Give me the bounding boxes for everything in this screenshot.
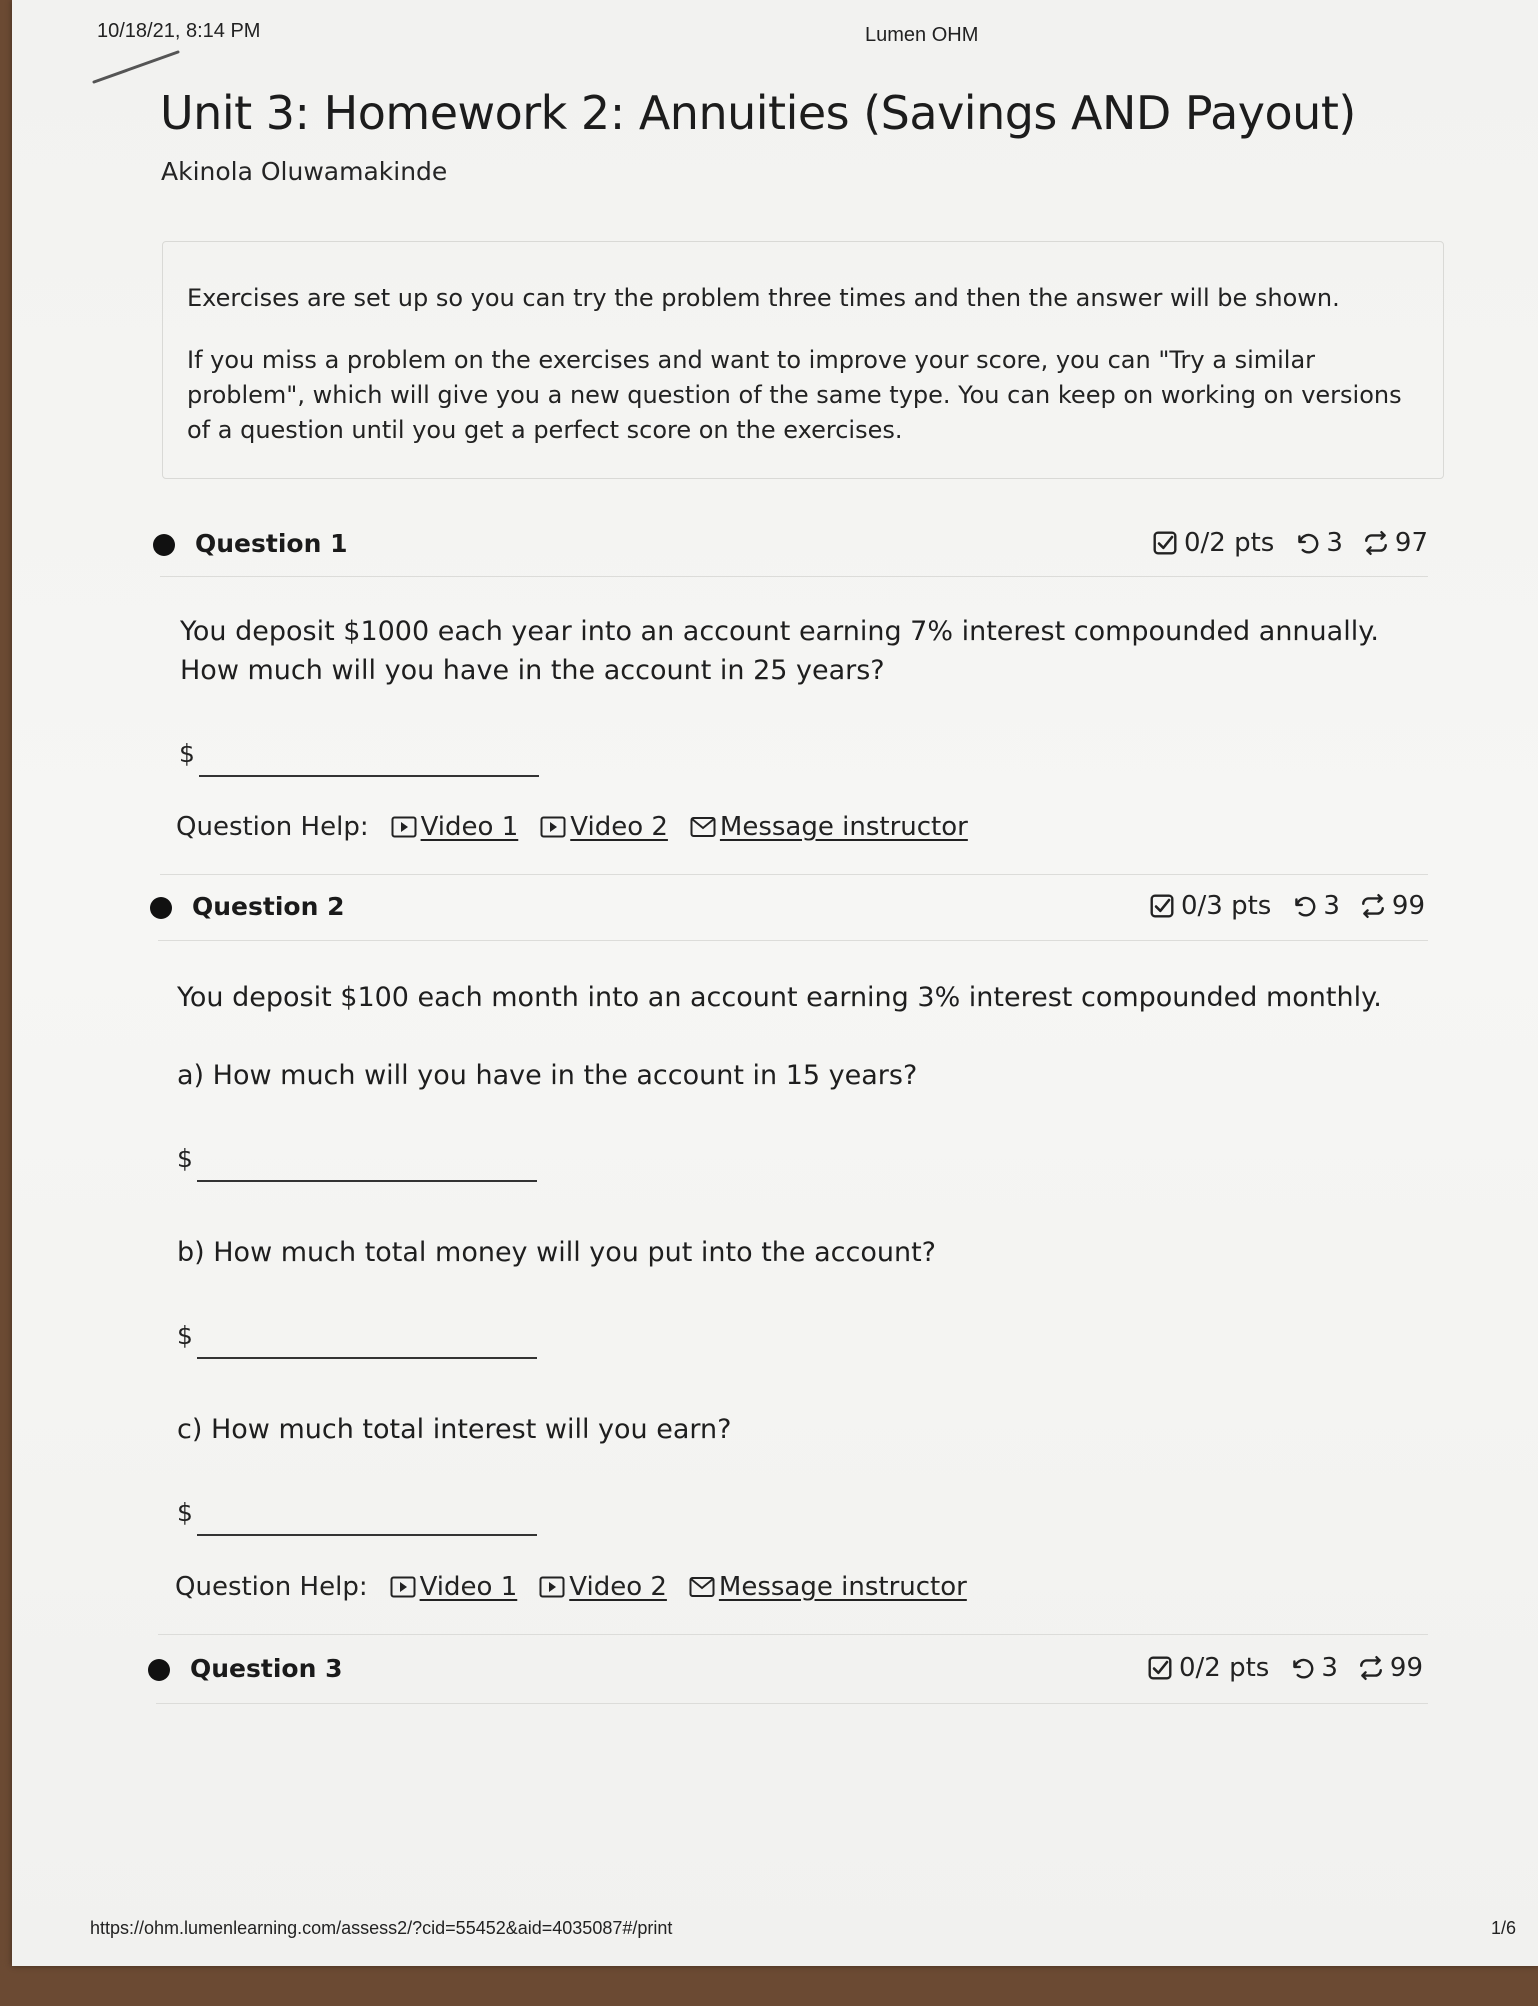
question-2-text: You deposit $100 each month into an account earning 3% interest compounded monthly.	[177, 982, 1382, 1013]
checkbox-icon	[1149, 893, 1175, 919]
video-1-label[interactable]: Video 1	[420, 812, 519, 842]
video-play-icon	[390, 1576, 416, 1598]
video-2-label[interactable]: Video 2	[570, 812, 668, 842]
question-2-part-b: b) How much total money will you put into the account?	[177, 1237, 936, 1268]
instructions-paragraph-1: Exercises are set up so you can try the problem three times and then the answer will be shown.	[187, 284, 1340, 312]
question-2-header	[150, 889, 1425, 929]
video-play-icon	[540, 816, 566, 838]
video-2-label[interactable]: Video 2	[569, 1572, 667, 1602]
question-2a-answer-field[interactable]	[177, 1140, 537, 1184]
divider	[160, 874, 1428, 875]
question-1-header	[153, 526, 1428, 566]
print-page-number: 1/6	[1491, 1918, 1517, 1938]
video-play-icon	[391, 816, 417, 838]
question-1-meta	[1152, 528, 1428, 558]
page-title: Unit 3: Homework 2: Annuities (Savings AND Payout)	[160, 86, 1356, 140]
question-2-versions: 99	[1391, 891, 1425, 921]
currency-symbol: $	[179, 739, 195, 768]
question-3-header	[148, 1651, 1423, 1691]
answer-input-line[interactable]	[197, 1180, 537, 1182]
question-3-meta	[1147, 1653, 1423, 1683]
envelope-icon	[689, 1576, 715, 1598]
question-3-attempts: 3	[1321, 1653, 1338, 1683]
question-2-part-a: a) How much will you have in the account in 15 years?	[177, 1060, 918, 1091]
divider	[158, 940, 1428, 941]
answer-input-line[interactable]	[197, 1357, 537, 1359]
question-1-versions: 97	[1394, 528, 1428, 558]
question-2-part-c: c) How much total interest will you earn?	[177, 1414, 732, 1445]
message-instructor-label[interactable]: Message instructor	[719, 812, 968, 842]
message-instructor-label[interactable]: Message instructor	[718, 1572, 967, 1602]
question-status-dot	[153, 534, 175, 556]
divider	[156, 1703, 1428, 1704]
question-2-attempts: 3	[1323, 891, 1340, 921]
question-1-label: Question 1	[195, 529, 348, 558]
video-1-label[interactable]: Video 1	[419, 1572, 518, 1602]
question-status-dot	[148, 1659, 170, 1681]
divider	[160, 576, 1428, 577]
help-label: Question Help:	[176, 812, 369, 842]
currency-symbol: $	[177, 1321, 193, 1350]
currency-symbol: $	[177, 1498, 193, 1527]
question-1-help	[176, 812, 990, 842]
instructions-paragraph-2: If you miss a problem on the exercises and want to improve your score, you can "Try a similar problem", which will give you a new question of the same type. You can keep on working on versions of a question until you get a perfect score on the exercises.	[187, 346, 1402, 444]
pen-stroke-mark	[92, 48, 182, 88]
video-1-link[interactable]	[390, 1572, 518, 1602]
video-1-link[interactable]	[391, 812, 519, 842]
question-2-meta	[1149, 891, 1425, 921]
answer-input-line[interactable]	[197, 1534, 537, 1536]
message-instructor-link[interactable]	[689, 1572, 967, 1602]
instructions-box	[162, 241, 1444, 479]
retry-icon	[1291, 893, 1317, 919]
question-1-attempts: 3	[1326, 528, 1343, 558]
answer-input-line[interactable]	[199, 775, 539, 777]
printed-page	[12, 0, 1538, 1966]
shuffle-icon	[1360, 893, 1386, 919]
shuffle-icon	[1363, 530, 1389, 556]
question-2b-answer-field[interactable]	[177, 1317, 537, 1361]
divider	[158, 1634, 1428, 1635]
question-2-label: Question 2	[192, 892, 345, 921]
shuffle-icon	[1358, 1655, 1384, 1681]
question-2c-answer-field[interactable]	[177, 1494, 537, 1538]
question-2-help	[175, 1572, 989, 1602]
question-1-text: You deposit $1000 each year into an account earning 7% interest compounded annually. How much will you have in the account in 25 years?	[180, 616, 1379, 686]
student-name: Akinola Oluwamakinde	[161, 157, 448, 186]
help-label: Question Help:	[175, 1572, 368, 1602]
retry-icon	[1294, 530, 1320, 556]
question-3-versions: 99	[1389, 1653, 1423, 1683]
video-play-icon	[539, 1576, 565, 1598]
retry-icon	[1289, 1655, 1315, 1681]
video-2-link[interactable]	[540, 812, 668, 842]
currency-symbol: $	[177, 1144, 193, 1173]
print-footer-url: https://ohm.lumenlearning.com/assess2/?cid=55452&aid=4035087#/print	[90, 1918, 673, 1938]
question-1-points: 0/2 pts	[1184, 528, 1275, 558]
envelope-icon	[690, 816, 716, 838]
question-status-dot	[150, 897, 172, 919]
message-instructor-link[interactable]	[690, 812, 968, 842]
video-2-link[interactable]	[539, 1572, 667, 1602]
question-2-points: 0/3 pts	[1181, 891, 1272, 921]
checkbox-icon	[1147, 1655, 1173, 1681]
checkbox-icon	[1152, 530, 1178, 556]
question-3-label: Question 3	[190, 1654, 343, 1683]
print-datetime: 10/18/21, 8:14 PM	[97, 20, 261, 42]
question-1-answer-field[interactable]	[179, 735, 539, 779]
print-site-name: Lumen OHM	[865, 24, 979, 46]
question-3-points: 0/2 pts	[1179, 1653, 1270, 1683]
